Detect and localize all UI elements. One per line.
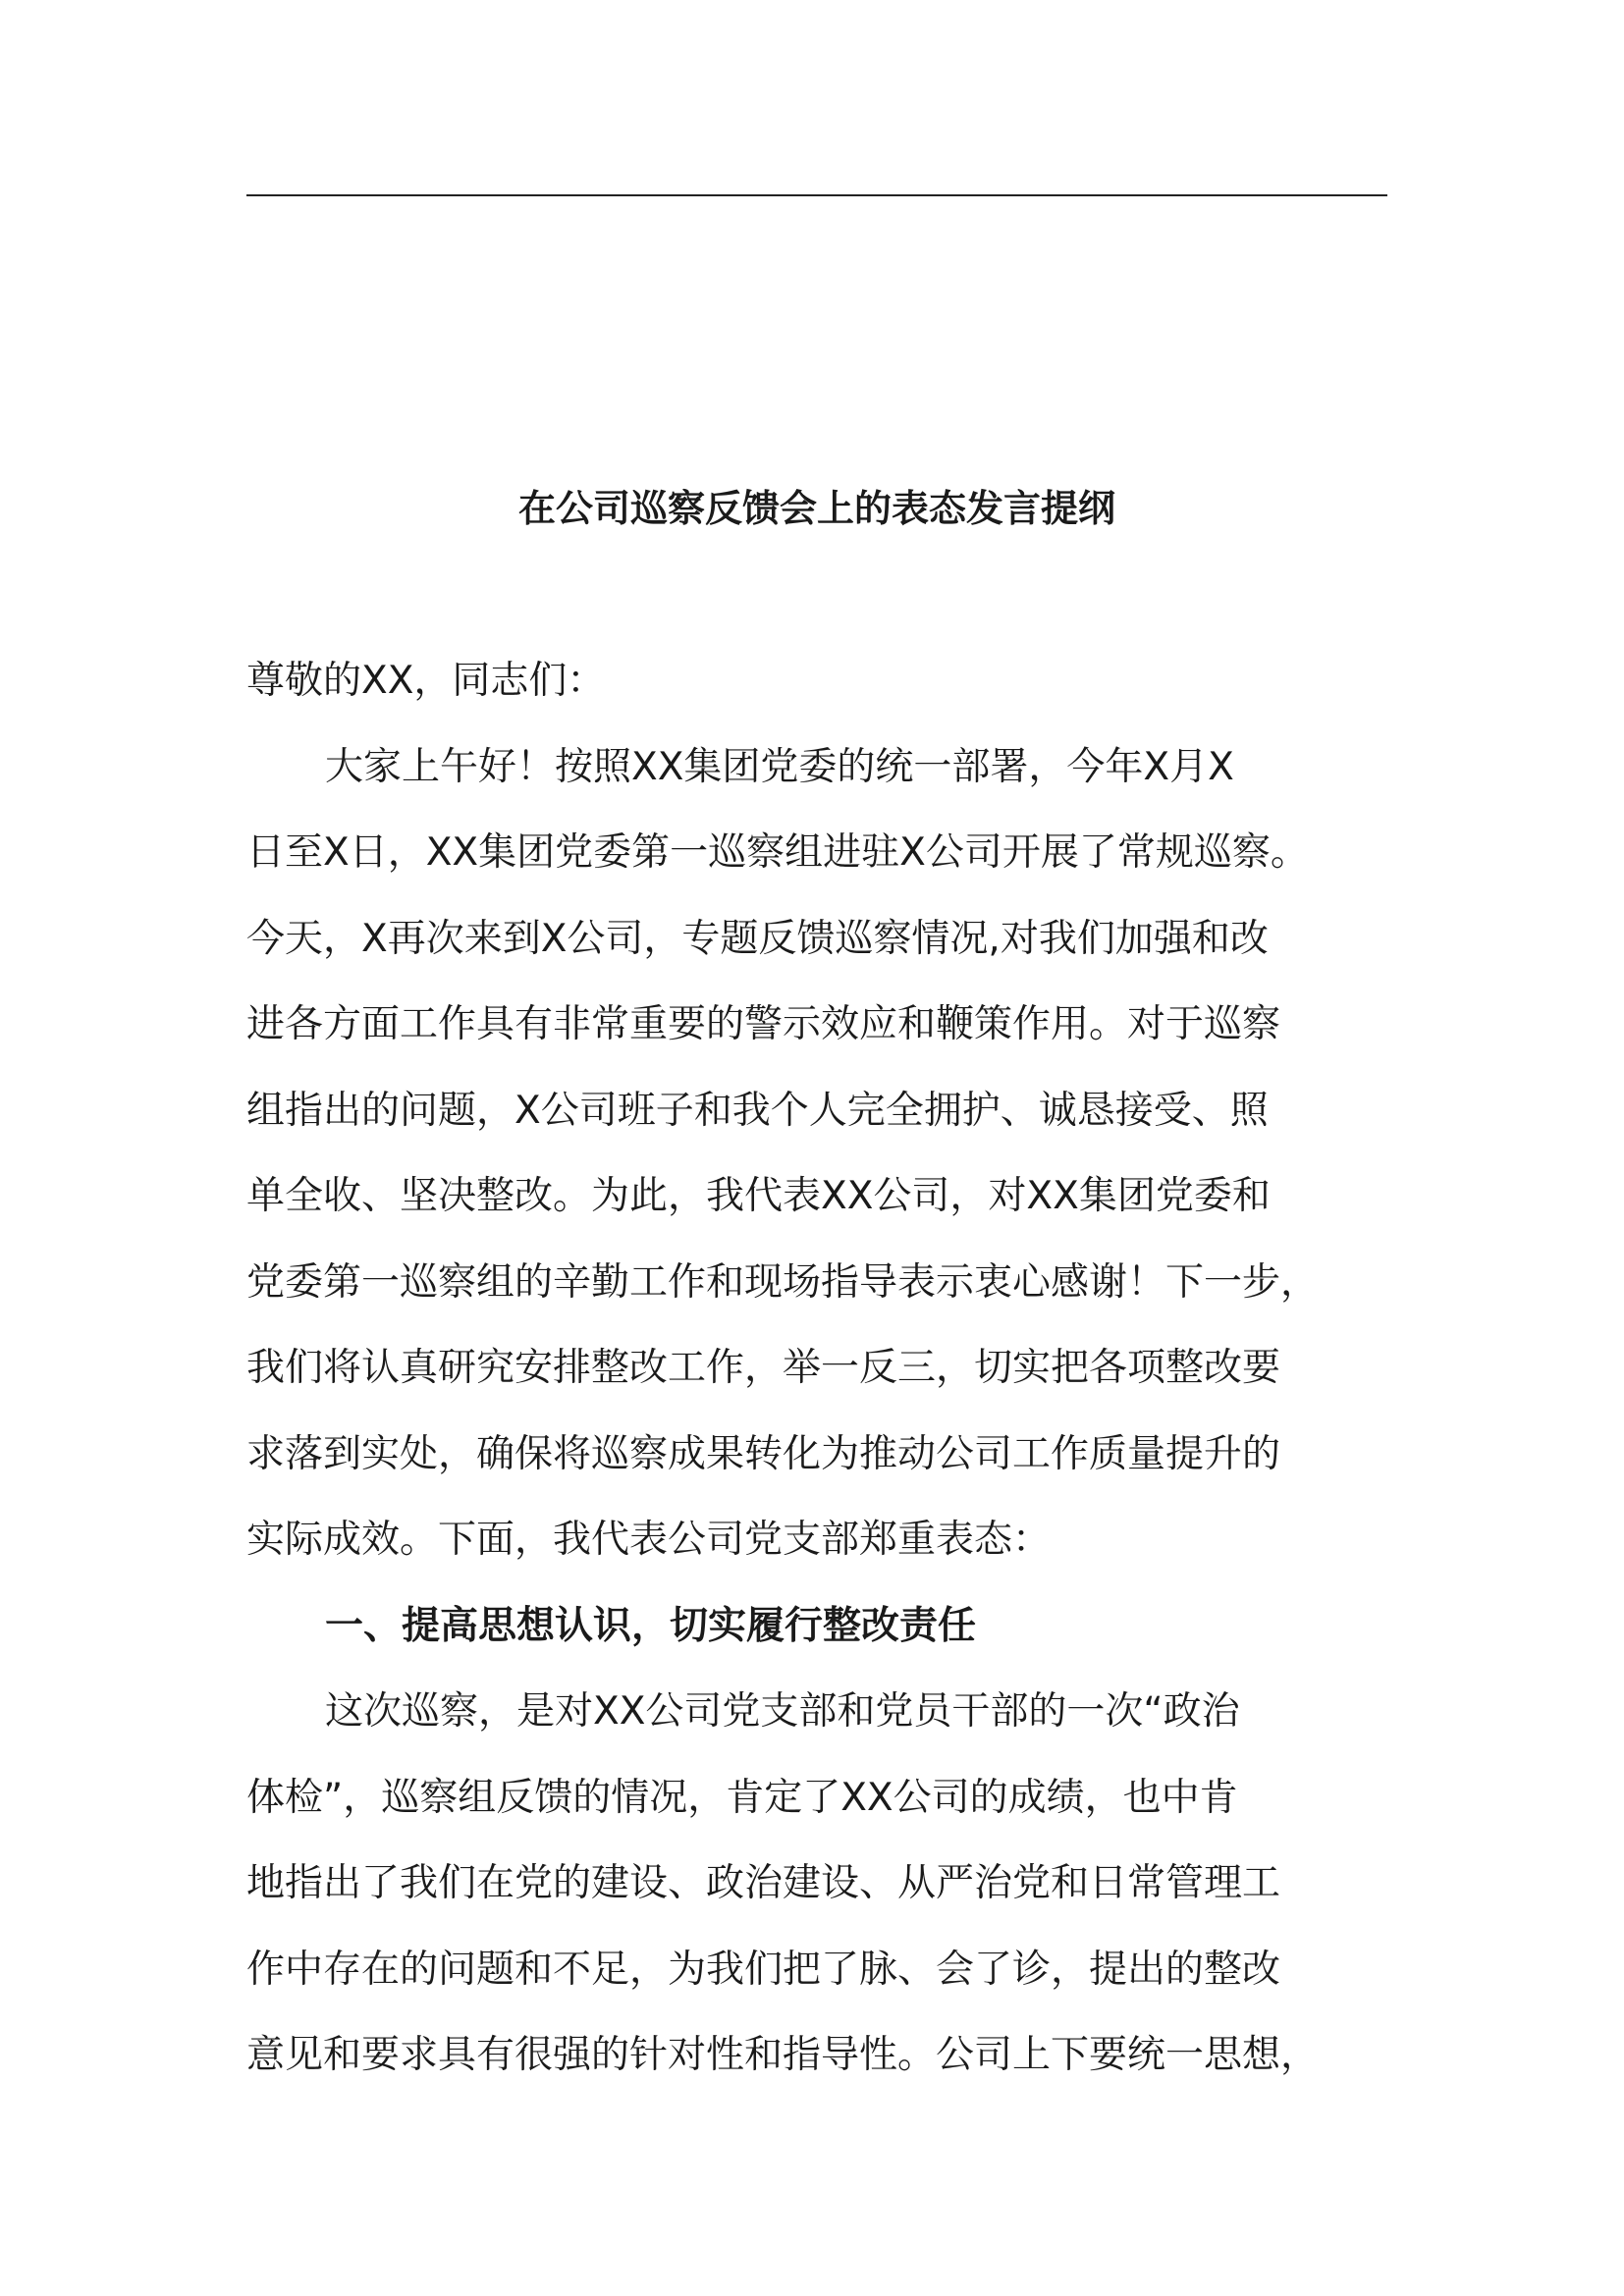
paragraph-line: 实际成效。下面，我代表公司党支部郑重表态： bbox=[246, 1518, 1052, 1562]
paragraph-line: 求落到实处，确保将巡察成果转化为推动公司工作质量提升的 bbox=[246, 1431, 1281, 1476]
section-heading: 一、提高思想认识，切实履行整改责任 bbox=[325, 1603, 977, 1648]
paragraph-line: 大家上午好！按照XX集团党委的统一部署，今年X月X bbox=[325, 744, 1234, 789]
paragraph-line: 我们将认真研究安排整改工作，举一反三，切实把各项整改要 bbox=[246, 1346, 1281, 1390]
paragraph-line: 组指出的问题，X公司班子和我个人完全拥护、诚恳接受、照 bbox=[246, 1088, 1269, 1133]
document-body bbox=[246, 638, 1400, 2099]
paragraph-line: 日至X日，XX集团党委第一巡察组进驻X公司开展了常规巡察。 bbox=[246, 830, 1309, 875]
paragraph-line: 党委第一巡察组的辛勤工作和现场指导表示衷心感谢！下一步， bbox=[246, 1259, 1320, 1305]
paragraph-line: 意见和要求具有很强的针对性和指导性。公司上下要统一思想， bbox=[246, 2033, 1320, 2077]
paragraph-line: 进各方面工作具有非常重要的警示效应和鞭策作用。对于巡察 bbox=[246, 1002, 1281, 1046]
paragraph-line: 今天，X再次来到X公司，专题反馈巡察情况,对我们加强和改 bbox=[246, 916, 1269, 961]
paragraph-line: 单全收、坚决整改。为此，我代表XX公司，对XX集团党委和 bbox=[246, 1174, 1271, 1218]
paragraph-line: 体检”，巡察组反馈的情况，肯定了XX公司的成绩，也中肯 bbox=[246, 1775, 1238, 1820]
paragraph-line: 这次巡察，是对XX公司党支部和党员干部的一次“政治 bbox=[325, 1689, 1240, 1734]
paragraph-line: 尊敬的XX，同志们： bbox=[246, 659, 606, 703]
paragraph-line: 作中存在的问题和不足，为我们把了脉、会了诊，提出的整改 bbox=[246, 1947, 1281, 1992]
header-rule bbox=[246, 194, 1387, 196]
paragraph-line: 地指出了我们在党的建设、政治建设、从严治党和日常管理工 bbox=[246, 1861, 1281, 1905]
document-title: 在公司巡察反馈会上的表态发言提纲 bbox=[517, 487, 1115, 530]
